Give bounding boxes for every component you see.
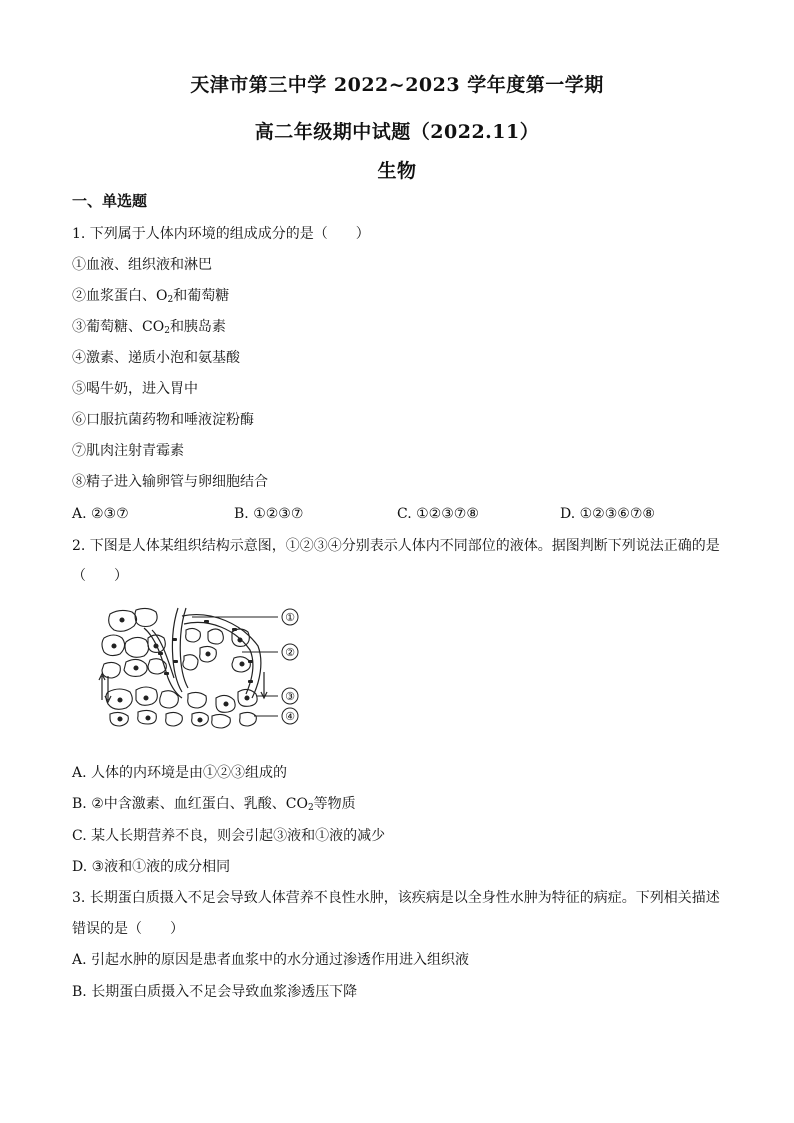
q1-item-3: ③葡萄糖、$CO_2$和胰岛素 [72,319,226,336]
q1-item-8: ⑧精子进入输卵管与卵细胞结合 [72,474,268,490]
diagram-label-4: ④ [285,710,295,723]
q1-item-4: ④激素、递质小泡和氨基酸 [72,350,240,366]
q2-stem-line2: （ ） [72,568,128,584]
q2-option-a: A. 人体的内环境是由①②③组成的 [72,765,288,781]
q1-option-c: C. ①②③⑦⑧ [397,506,479,522]
exam-title-line1: 天津市第三中学 2022~2023 学年度第一学期 [190,74,604,96]
q2-stem-line1: 2. 下图是人体某组织结构示意图，①②③④分别表示人体内不同部位的液体。据图判断下列说法正确的是 [72,538,720,554]
q2-option-d: D. ③液和①液的成分相同 [72,859,231,875]
exam-title-line2: 高二年级期中试题（2022.11） [254,121,540,143]
q1-item-6: ⑥口服抗菌药物和唾液淀粉酶 [72,412,254,428]
tissue-structure-diagram [92,602,322,730]
q1-item-5: ⑤喝牛奶，进入胃中 [72,381,198,397]
q3-option-b: B. 长期蛋白质摄入不足会导致血浆渗透压下降 [72,984,358,1000]
q1-item-7: ⑦肌肉注射青霉素 [72,443,184,459]
q1-stem: 1. 下列属于人体内环境的组成成分的是（ ） [72,226,370,242]
q3-stem-line2: 错误的是（ ） [72,921,184,937]
q2-option-c: C. 某人长期营养不良，则会引起③液和①液的减少 [72,828,386,844]
diagram-label-2: ② [285,646,295,659]
q1-item-2: ②血浆蛋白、$O_2$和葡萄糖 [72,288,230,305]
diagram-label-3: ③ [285,690,295,703]
section-heading: 一、单选题 [72,192,148,210]
q1-option-d: D. ①②③⑥⑦⑧ [560,506,655,522]
q1-item-1: ①血液、组织液和淋巴 [72,257,212,273]
q2-option-b: B. ②中含激素、血红蛋白、乳酸、$CO_2$等物质 [72,796,356,813]
q1-option-a: A. ②③⑦ [72,506,129,522]
diagram-label-1: ① [285,611,295,624]
q1-option-b: B. ①②③⑦ [234,506,304,522]
subject-title: 生物 [377,160,417,182]
q3-option-a: A. 引起水肿的原因是患者血浆中的水分通过渗透作用进入组织液 [72,952,470,968]
q3-stem-line1: 3. 长期蛋白质摄入不足会导致人体营养不良性水肿，该疾病是以全身性水肿为特征的病症。下列相关描述 [72,890,720,906]
